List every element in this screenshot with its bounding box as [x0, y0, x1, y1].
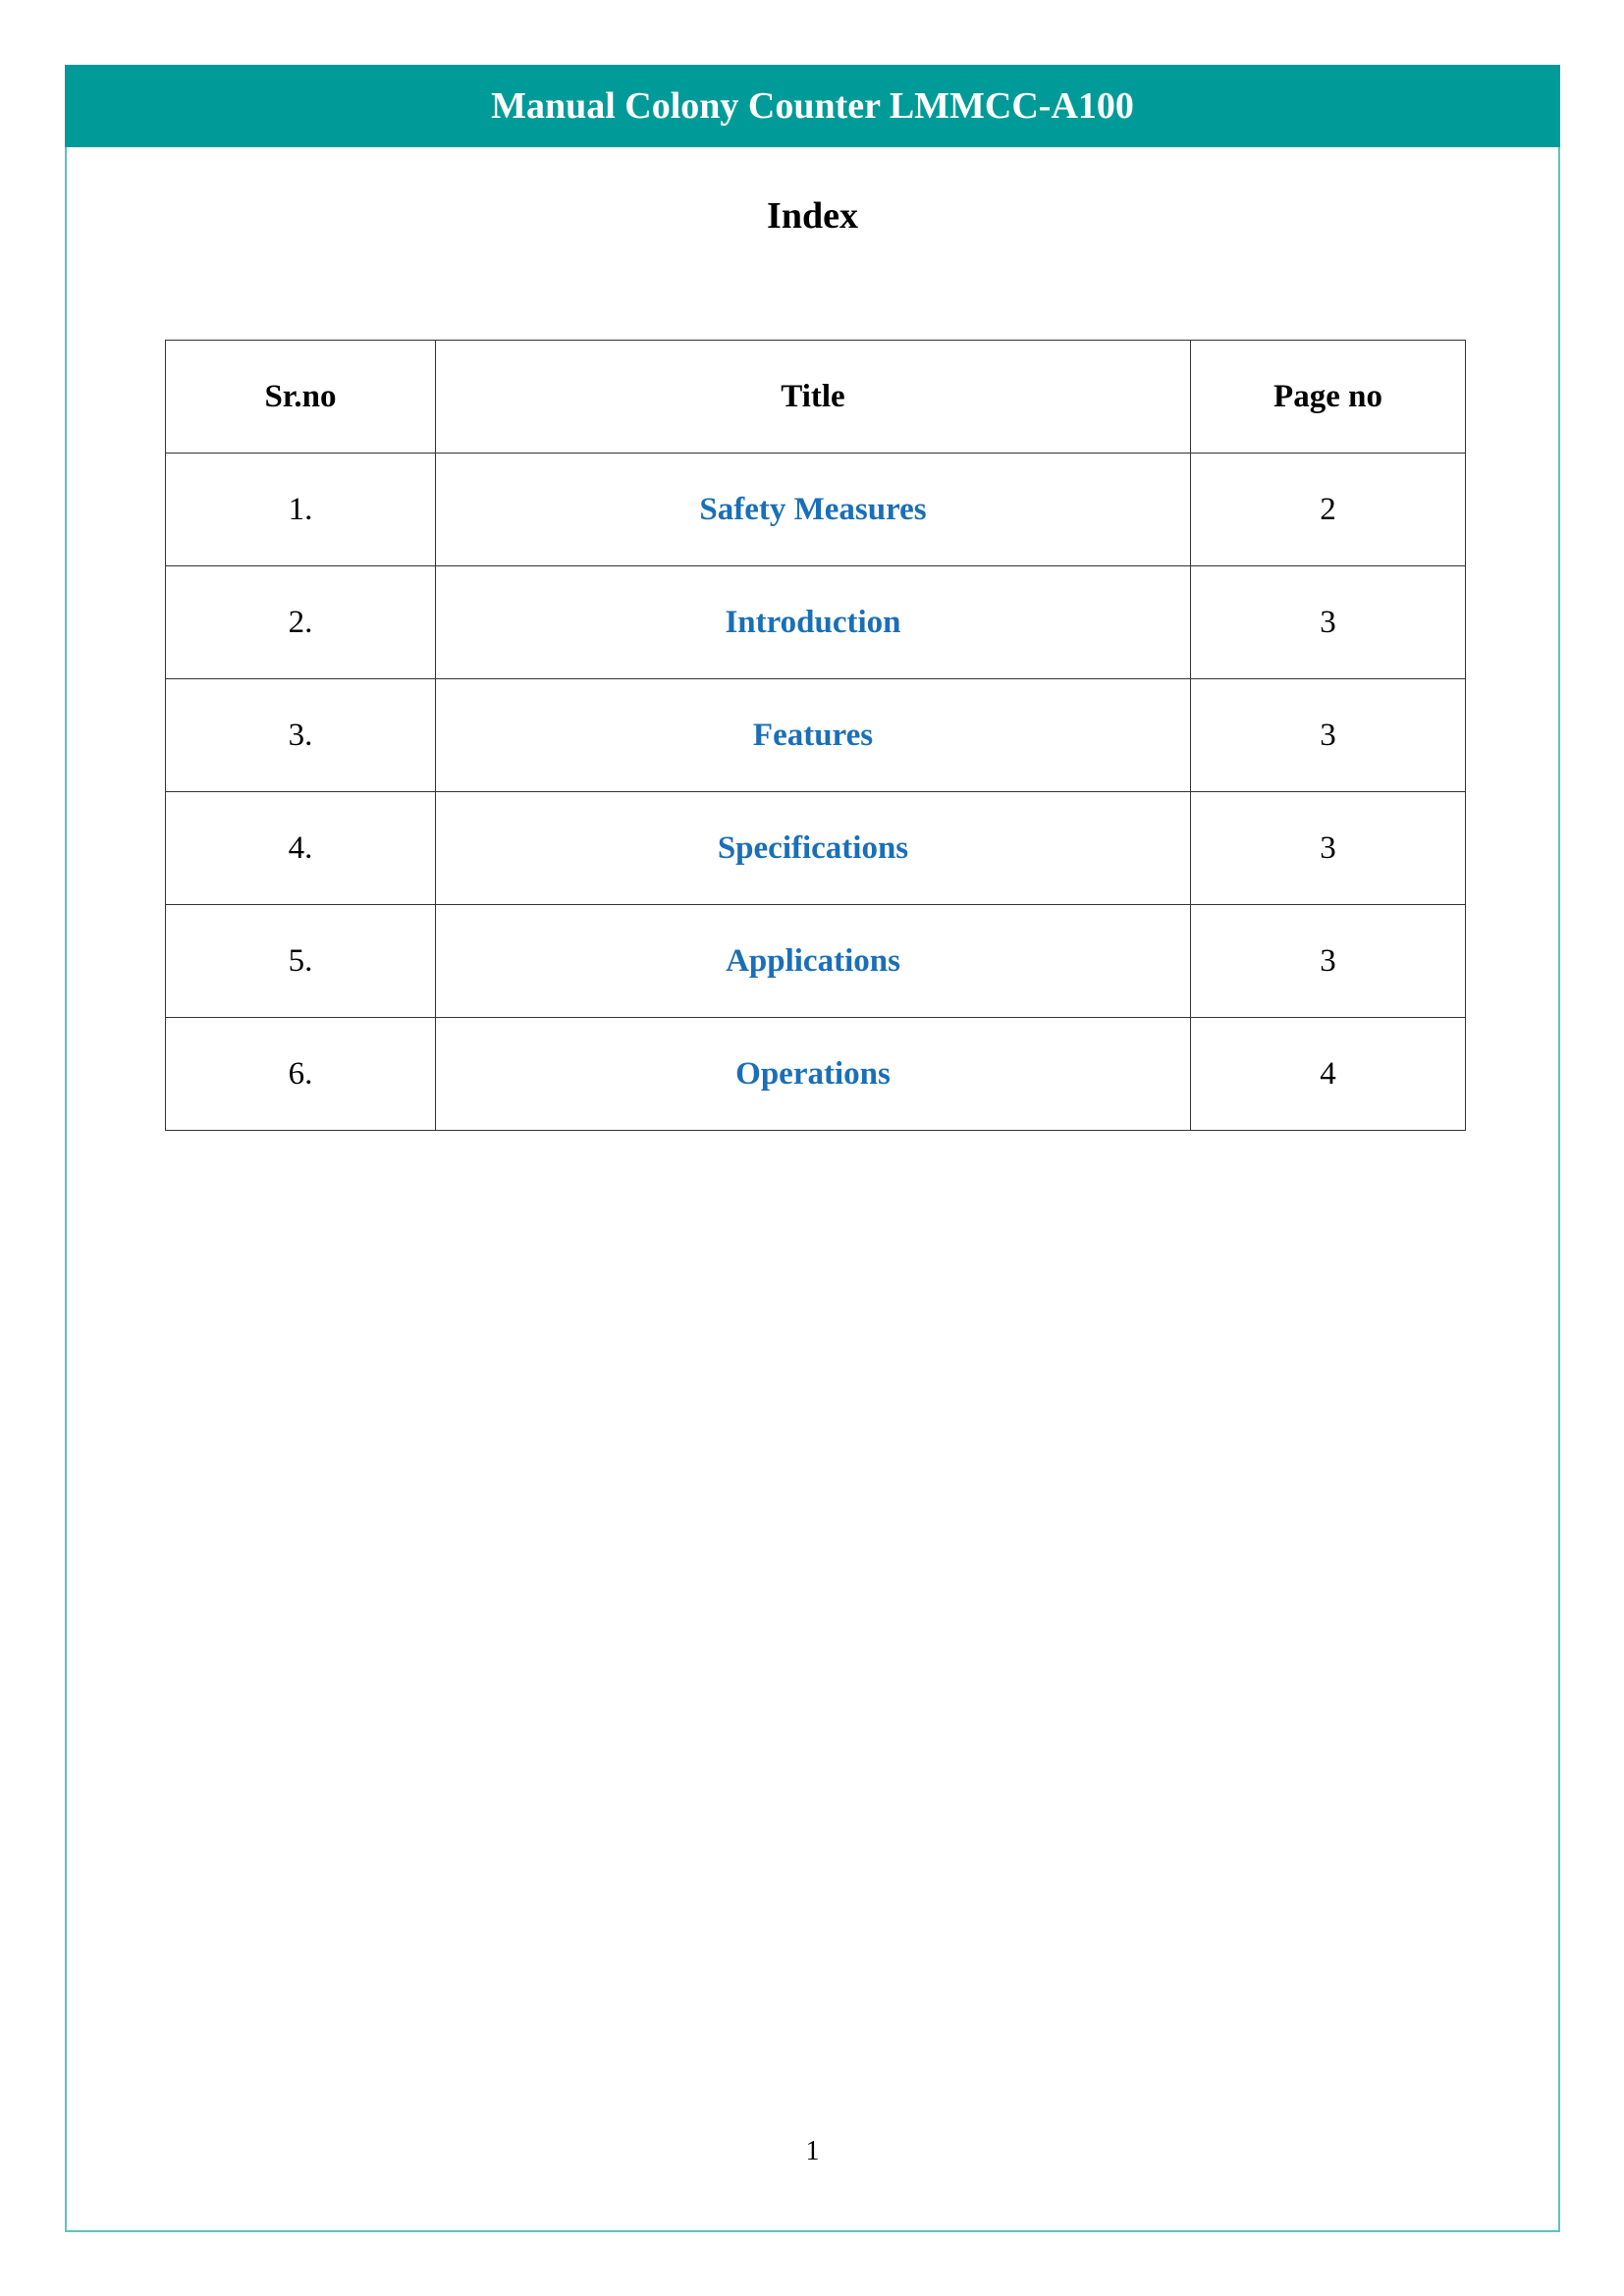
row-srno: 6. — [166, 1018, 436, 1131]
index-heading: Index — [767, 195, 858, 237]
toc-link-specifications[interactable]: Specifications — [436, 792, 1191, 905]
table-row — [166, 679, 1466, 792]
row-page-number: 4 — [1191, 1018, 1466, 1131]
row-page-number: 3 — [1191, 792, 1466, 905]
table-row — [166, 1018, 1466, 1131]
table-row — [166, 566, 1466, 679]
table-row — [166, 454, 1466, 566]
table-row — [166, 905, 1466, 1018]
row-page-number: 3 — [1191, 905, 1466, 1018]
toc-link-features[interactable]: Features — [436, 679, 1191, 792]
toc-link-introduction[interactable]: Introduction — [436, 566, 1191, 679]
table-row — [166, 792, 1466, 905]
document-header — [65, 65, 1560, 147]
row-srno: 5. — [166, 905, 436, 1018]
row-srno: 2. — [166, 566, 436, 679]
footer-page-number: 1 — [805, 2136, 820, 2166]
column-header-title: Title — [436, 341, 1191, 454]
table-header-row — [166, 341, 1466, 454]
column-header-srno: Sr.no — [166, 341, 436, 454]
toc-link-operations[interactable]: Operations — [436, 1018, 1191, 1131]
row-srno: 1. — [166, 454, 436, 566]
row-srno: 3. — [166, 679, 436, 792]
document-title: Manual Colony Counter LMMCC-A100 — [491, 85, 1134, 127]
toc-link-applications[interactable]: Applications — [436, 905, 1191, 1018]
row-page-number: 2 — [1191, 454, 1466, 566]
row-page-number: 3 — [1191, 679, 1466, 792]
toc-link-safety-measures[interactable]: Safety Measures — [436, 454, 1191, 566]
row-srno: 4. — [166, 792, 436, 905]
column-header-page: Page no — [1191, 341, 1466, 454]
row-page-number: 3 — [1191, 566, 1466, 679]
index-table — [165, 340, 1466, 1131]
